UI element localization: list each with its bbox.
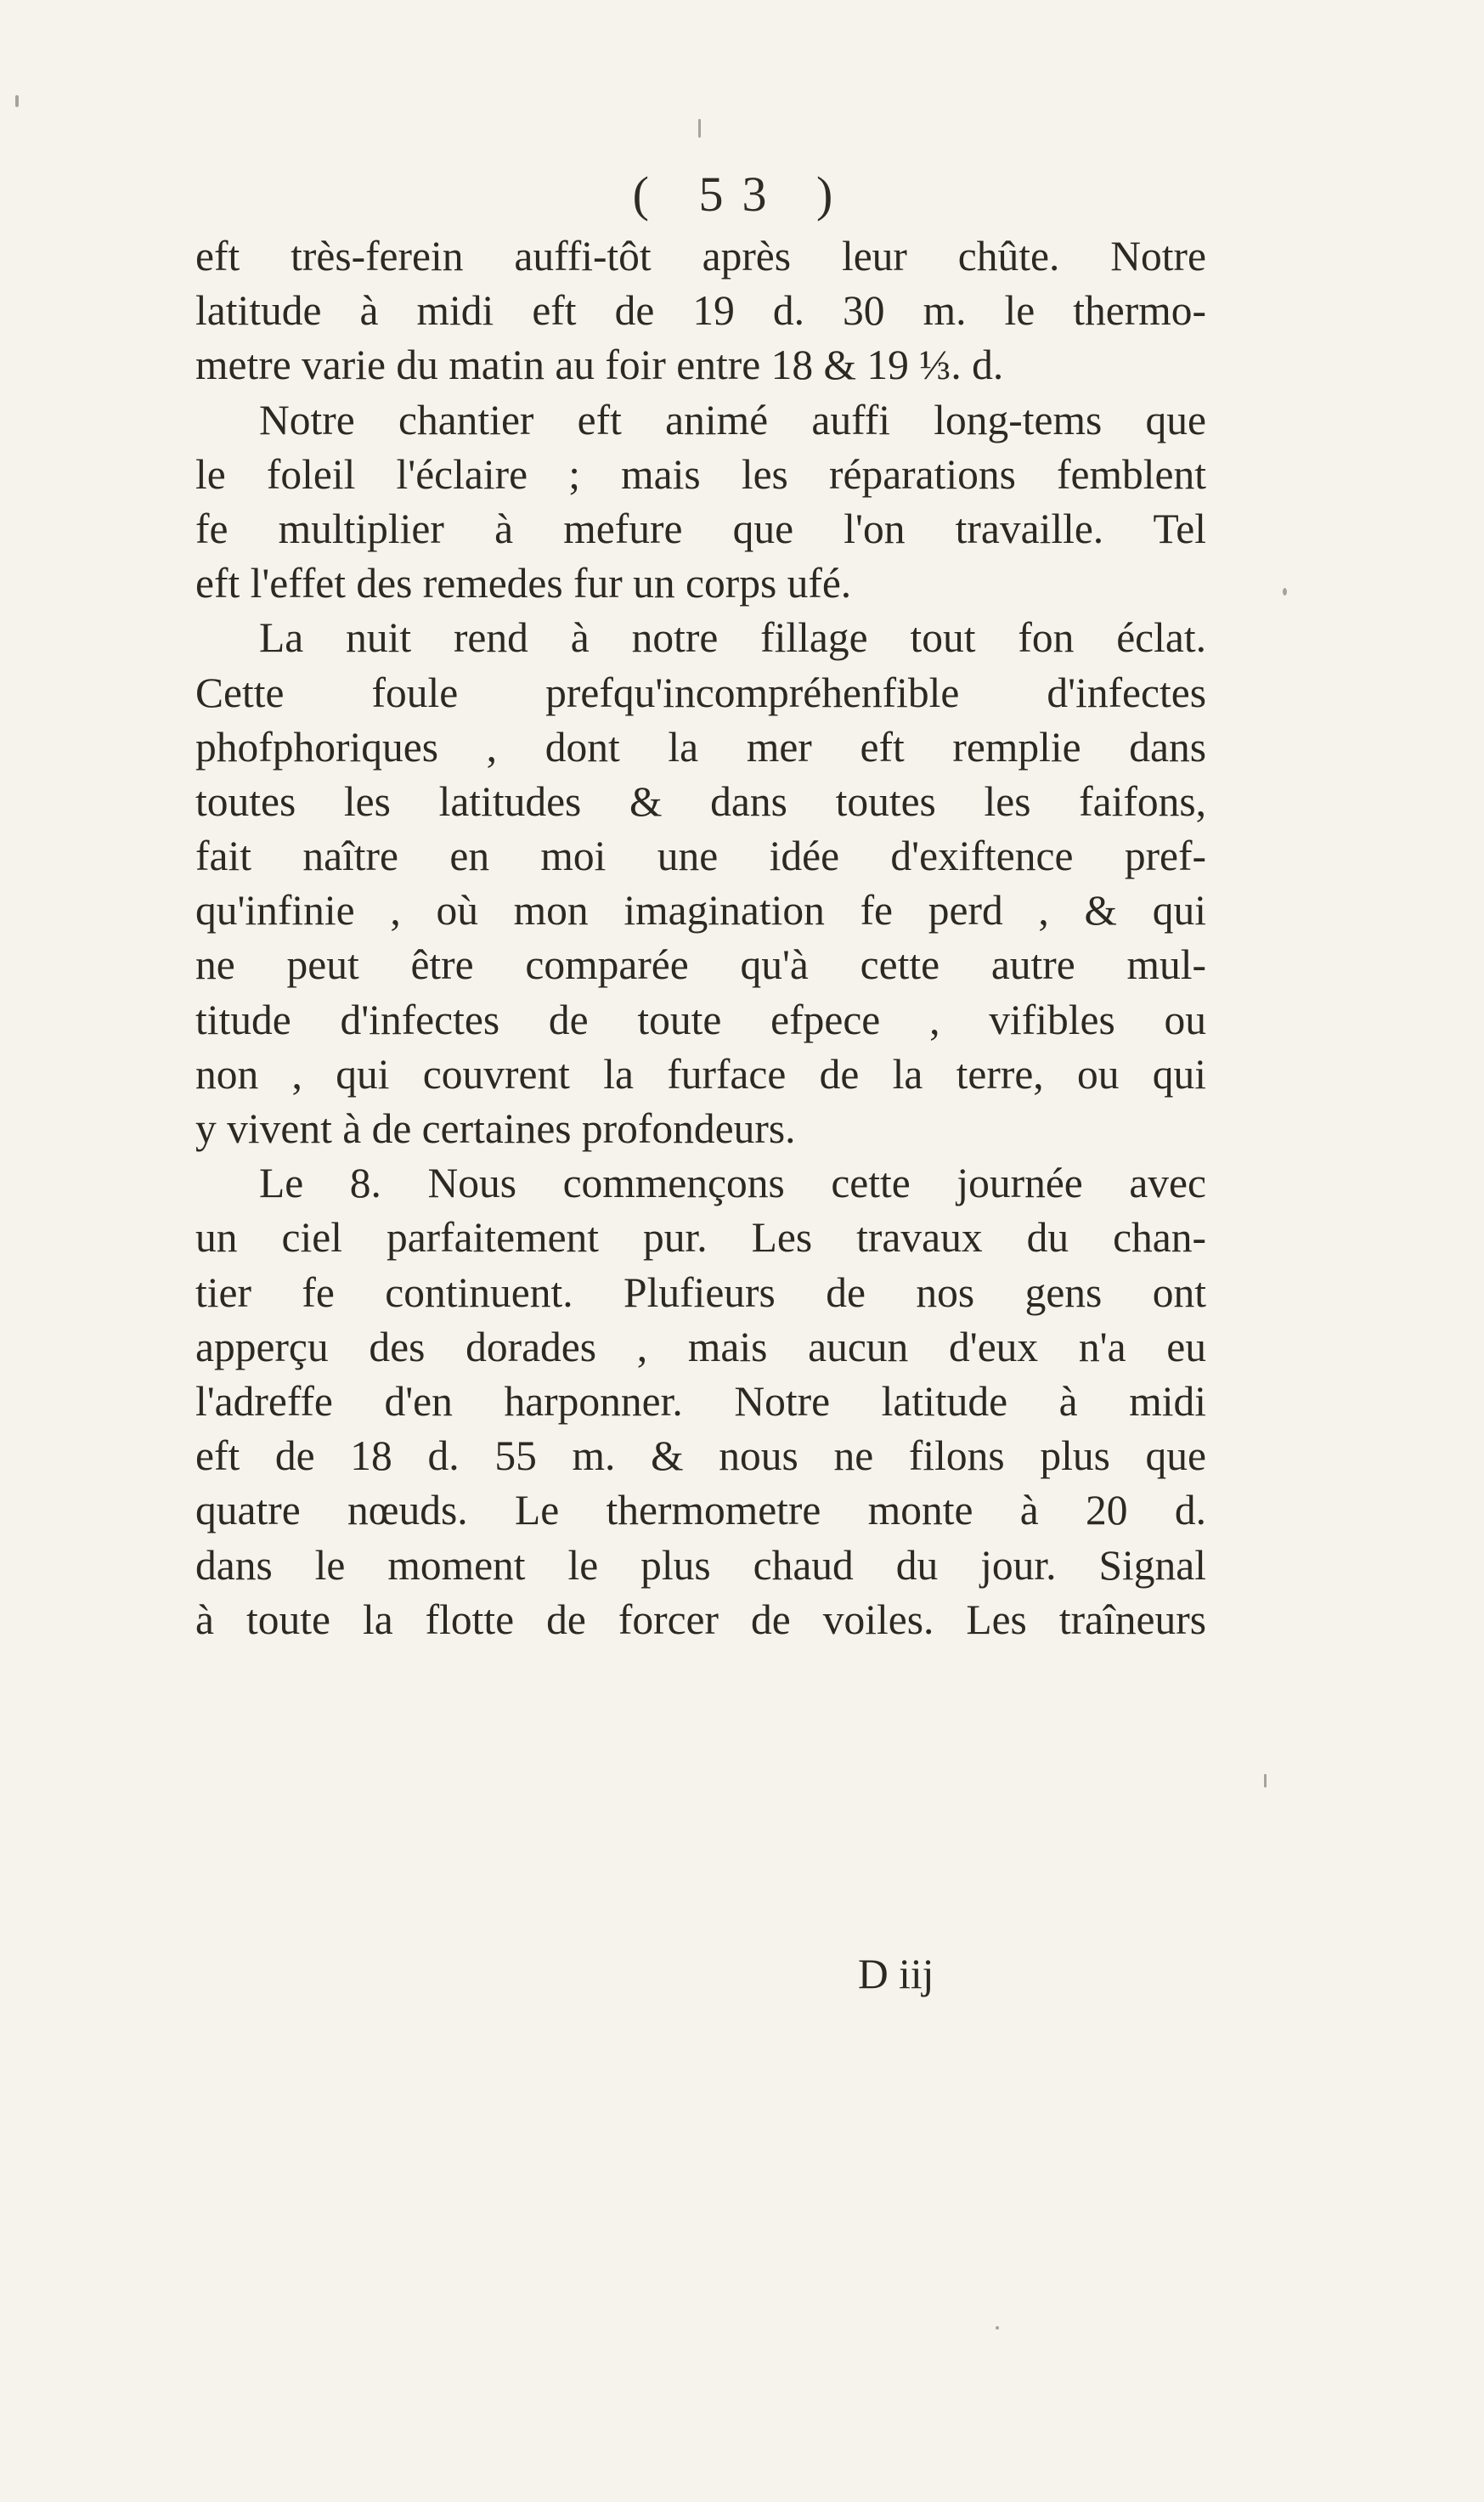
text-line: eft de 18 d. 55 m. & nous ne filons plus que — [195, 1432, 1206, 1480]
signature-row — [195, 1947, 1206, 2002]
signature-mark: D iij — [858, 1951, 934, 1997]
page-number: ( 53 ) — [632, 167, 852, 222]
text-line: le foleil l'éclaire ; mais les réparations femblent — [195, 450, 1206, 498]
text-line: titude d'infectes de toute efpece , vifibles ou — [195, 996, 1206, 1043]
paper-speck — [15, 95, 19, 107]
text-line: apperçu des dorades , mais aucun d'eux n'a eu — [195, 1323, 1206, 1370]
text-line: Le 8. Nous commençons cette journée avec — [259, 1160, 1206, 1207]
body-text — [195, 229, 1206, 1647]
text-line: qu'infinie , où mon imagination fe perd , & qui — [195, 887, 1206, 935]
text-line: quatre nœuds. Le thermometre monte à 20 d. — [195, 1487, 1206, 1534]
text-line: Notre chantier eft animé auffi long-tems que — [259, 396, 1206, 443]
paper-speck — [698, 119, 701, 138]
text-line: fe multiplier à mefure que l'on travaille. Tel — [195, 505, 1206, 552]
text-line: dans le moment le plus chaud du jour. Signal — [195, 1541, 1206, 1589]
text-line: Cette foule prefqu'incompréhenfible d'infectes — [195, 669, 1206, 716]
text-line: eft très-ferein auffi-tôt après leur chûte. Notre — [195, 233, 1206, 280]
text-line: latitude à midi eft de 19 d. 30 m. le thermo- — [195, 287, 1206, 335]
text-line: fait naître en moi une idée d'exiftence pref- — [195, 833, 1206, 880]
text-line: tier fe continuent. Plufieurs de nos gens ont — [195, 1268, 1206, 1316]
text-line: metre varie du matin au foir entre 18 & 19 ⅓. d. — [195, 342, 1004, 389]
text-line: y vivent à de certaines profondeurs. — [195, 1105, 796, 1152]
text-line: l'adreffe d'en harponner. Notre latitude à midi — [195, 1377, 1206, 1425]
paper-speck — [996, 2326, 999, 2330]
text-line: eft l'effet des remedes fur un corps ufé. — [195, 560, 852, 607]
text-line: phofphoriques , dont la mer eft remplie dans — [195, 723, 1206, 771]
text-line: un ciel parfaitement pur. Les travaux du chan- — [195, 1214, 1206, 1262]
text-line: non , qui couvrent la furface de la terre, ou qui — [195, 1050, 1206, 1098]
text-line: à toute la flotte de forcer de voiles. Les traîneurs — [195, 1596, 1206, 1643]
paper-speck — [1283, 588, 1287, 596]
text-line: ne peut être comparée qu'à cette autre mul- — [195, 941, 1206, 989]
paper-speck — [1264, 1774, 1267, 1788]
text-line: toutes les latitudes & dans toutes les faifons, — [195, 777, 1206, 825]
text-line: La nuit rend à notre fillage tout fon éclat. — [259, 614, 1206, 662]
